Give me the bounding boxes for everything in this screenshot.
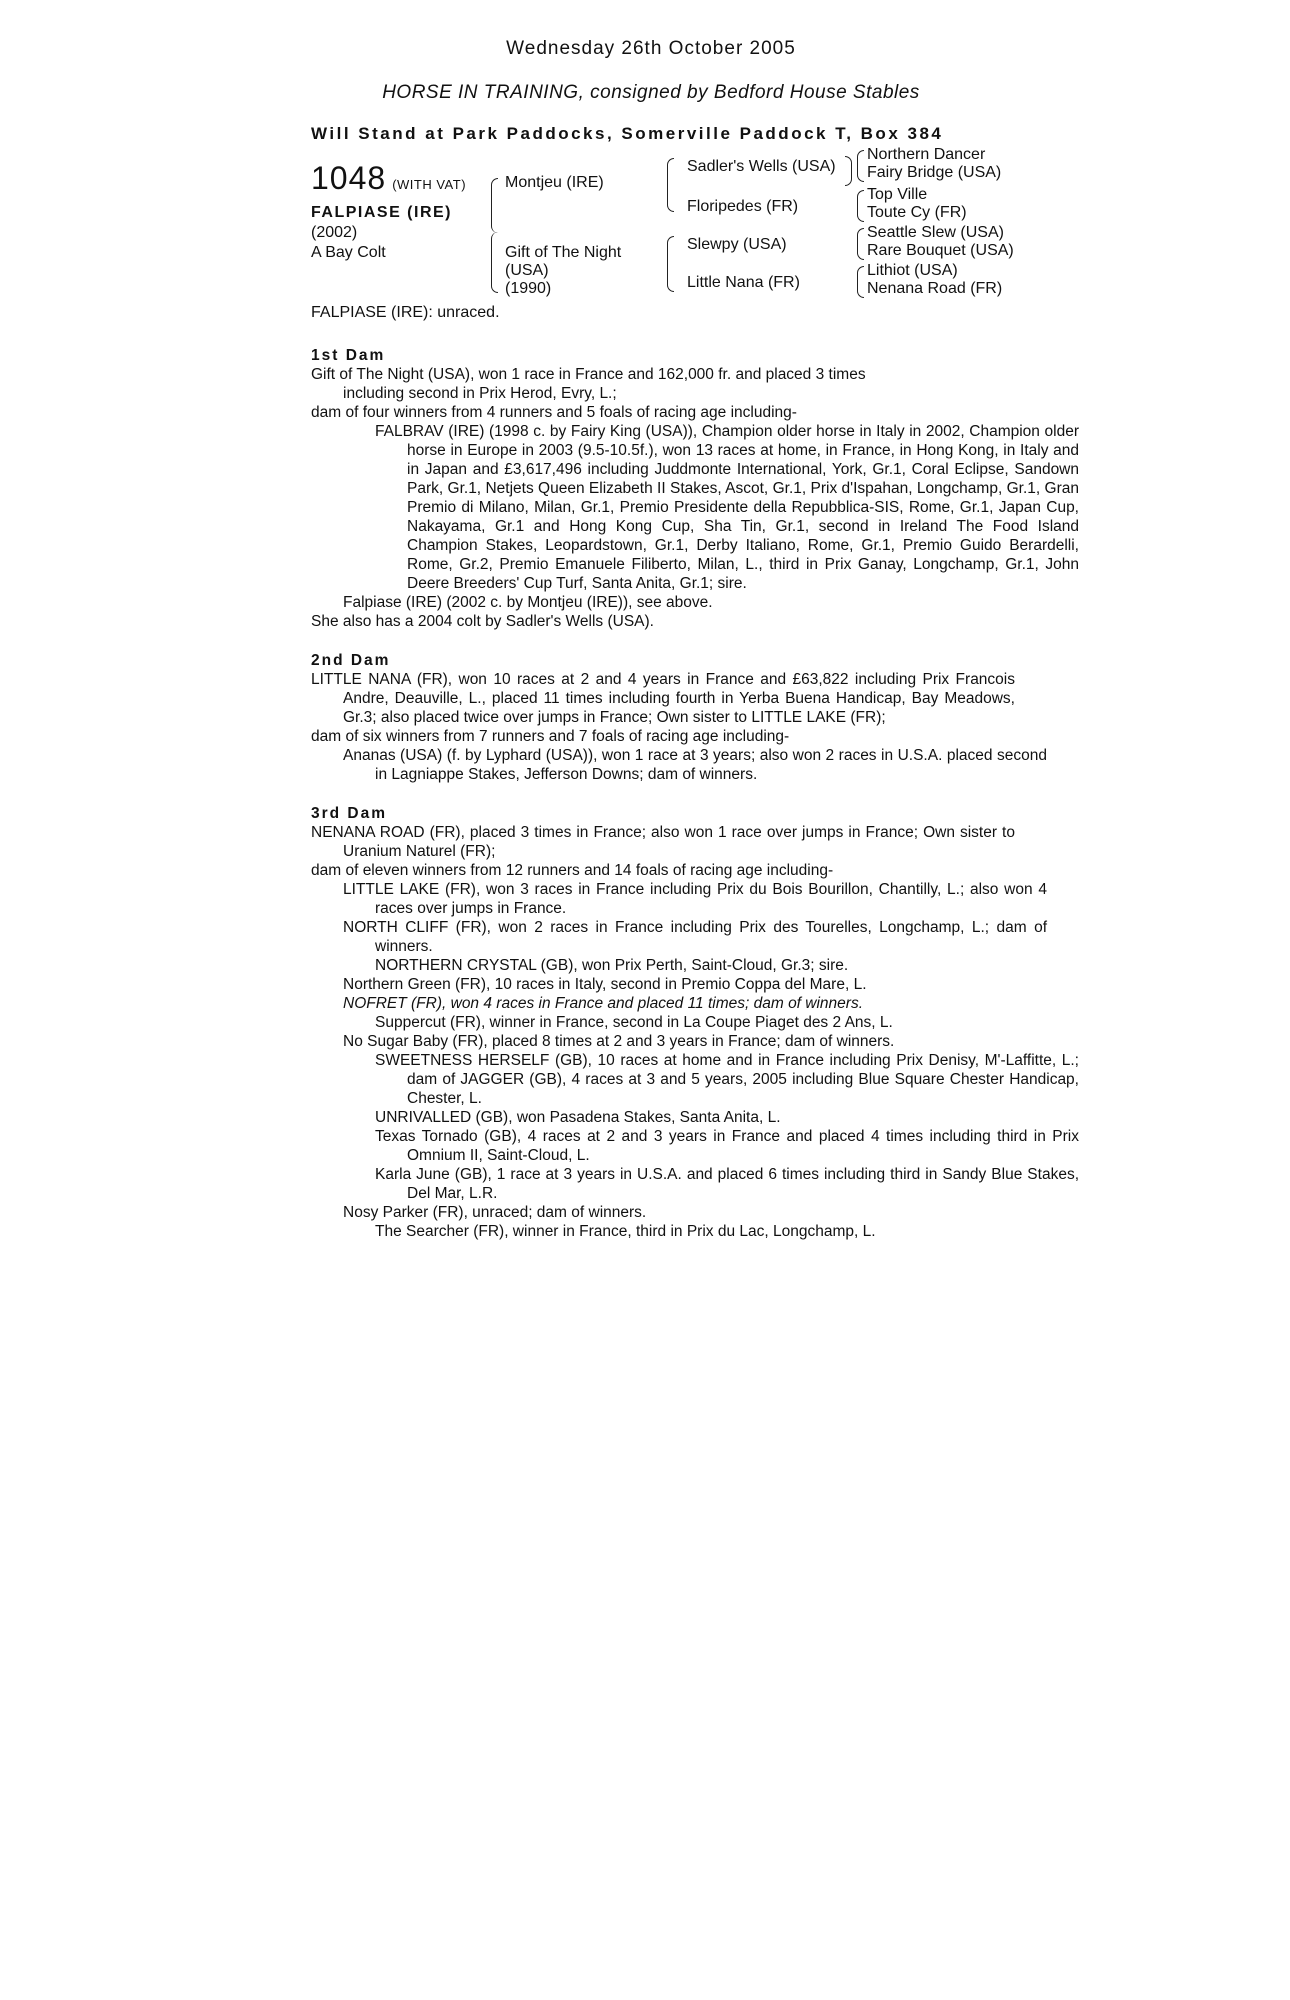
sale-date: Wednesday 26th October 2005 <box>506 38 796 59</box>
ancestor-1: Northern Dancer <box>867 146 986 163</box>
third-dam-record: NENANA ROAD (FR), placed 3 times in France; also won 1 race over jumps in France; Own sister to Uranium Naturel (FR); <box>311 824 1015 860</box>
catalogue-page <box>311 38 1079 1241</box>
catalogue-body <box>311 346 1079 1241</box>
sire: Montjeu (IRE) <box>505 174 604 191</box>
dam-dam: Little Nana (FR) <box>687 274 800 291</box>
produce-the-searcher: The Searcher (FR), winner in France, third in Prix du Lac, Longchamp, L. <box>375 1223 876 1240</box>
produce-nosy-parker: Nosy Parker (FR), unraced; dam of winners. <box>343 1204 647 1221</box>
consignment-line: HORSE IN TRAINING, consigned by Bedford House Stables <box>382 82 920 103</box>
brace-g-right <box>845 156 852 186</box>
second-dam-produce: dam of six winners from 7 runners and 7 foals of racing age including- <box>311 728 790 745</box>
pedigree-table <box>311 146 1031 326</box>
third-dam-heading: 3rd Dam <box>311 805 388 822</box>
race-record: FALPIASE (IRE): unraced. <box>311 304 500 321</box>
produce-texas-tornado: Texas Tornado (GB), 4 races at 2 and 3 years in France and placed 4 times including third in Prix Omnium II, Saint-Cloud, L. <box>375 1128 1079 1164</box>
produce-little-lake: LITTLE LAKE (FR), won 3 races in France including Prix du Bois Bourillon, Chantilly, L.; also won 4 races over jumps in France. <box>343 881 1047 917</box>
produce-unrivalled: UNRIVALLED (GB), won Pasadena Stakes, Santa Anita, L. <box>375 1109 781 1126</box>
brace-g2 <box>857 190 864 222</box>
vat-note: (WITH VAT) <box>392 177 467 192</box>
produce-ananas: Ananas (USA) (f. by Lyphard (USA)), won 1 race at 3 years; also won 2 races in U.S.A. placed second in Lagniappe Stakes, Jefferson Downs; dam of winners. <box>343 747 1047 783</box>
produce-north-cliff: NORTH CLIFF (FR), won 2 races in France including Prix des Tourelles, Longchamp, L.; dam of winners. <box>343 919 1047 955</box>
first-dam-heading: 1st Dam <box>311 347 386 364</box>
ancestor-8: Nenana Road (FR) <box>867 280 1003 297</box>
produce-northern-green: Northern Green (FR), 10 races in Italy, second in Premio Coppa del Mare, L. <box>343 976 867 993</box>
ancestor-2: Fairy Bridge (USA) <box>867 164 1002 181</box>
ancestor-7: Lithiot (USA) <box>867 262 958 279</box>
lot-number: 1048 (WITH VAT) <box>311 160 467 196</box>
first-dam-produce: dam of four winners from 4 runners and 5 foals of racing age including- <box>311 404 797 421</box>
first-dam-note: She also has a 2004 colt by Sadler's Wells (USA). <box>311 613 654 630</box>
brace-g3 <box>857 228 864 260</box>
dam-sire: Slewpy (USA) <box>687 236 787 253</box>
dam-line-2: (USA) <box>505 262 549 279</box>
produce-northern-crystal: NORTHERN CRYSTAL (GB), won Prix Perth, Saint-Cloud, Gr.3; sire. <box>375 957 849 974</box>
produce-nofret: NOFRET (FR), won 4 races in France and placed 11 times; dam of winners. <box>343 995 864 1012</box>
first-dam-line-2: including second in Prix Herod, Evry, L.; <box>343 385 617 402</box>
produce-suppercut: Suppercut (FR), winner in France, second in La Coupe Piaget des 2 Ans, L. <box>375 1014 893 1031</box>
brace-g1 <box>857 150 864 182</box>
brace-dam <box>491 232 498 293</box>
first-dam-line-1: Gift of The Night (USA), won 1 race in France and 162,000 fr. and placed 3 times <box>311 366 866 383</box>
produce-sweetness-herself: SWEETNESS HERSELF (GB), 10 races at home and in France including Prix Denisy, M'-Laffitte, L.; dam of JAGGER (GB), 4 races at 3 and 5 years, 2005 including Blue Square Chester Handicap, Chester, L. <box>375 1052 1079 1107</box>
ancestor-4: Toute Cy (FR) <box>867 204 967 221</box>
brace-sire-line <box>667 158 674 212</box>
ancestor-6: Rare Bouquet (USA) <box>867 242 1014 259</box>
brace-sire <box>491 178 498 233</box>
stand-location: Will Stand at Park Paddocks, Somerville Paddock T, Box 384 <box>311 124 944 143</box>
second-dam-heading: 2nd Dam <box>311 652 391 669</box>
horse-year: (2002) <box>311 224 358 241</box>
second-dam-record: LITTLE NANA (FR), won 10 races at 2 and 4 years in France and £63,822 including Prix Francois Andre, Deauville, L., placed 11 times including fourth in Yerba Buena Handicap, Bay Meadows, Gr.3; also placed twice over jumps in France; Own sister to LITTLE LAKE (FR); <box>311 671 1015 726</box>
produce-falpiase: Falpiase (IRE) (2002 c. by Montjeu (IRE)), see above. <box>343 594 713 611</box>
ancestor-5: Seattle Slew (USA) <box>867 224 1004 241</box>
sire-dam: Floripedes (FR) <box>687 198 799 215</box>
brace-dam-line <box>667 236 674 292</box>
horse-description: A Bay Colt <box>311 244 386 261</box>
produce-falbrav: FALBRAV (IRE) (1998 c. by Fairy King (USA)), Champion older horse in Italy in 2002, Champion older horse in Europe in 2003 (9.5-10.5f.), won 13 races at home, in France, in Hong Kong, in Italy and in Japan and £3,617,496 including Juddmonte International, York, Gr.1, Coral Eclipse, Sandown Park, Gr.1, Netjets Queen Elizabeth II Stakes, Ascot, Gr.1, Prix d'Ispahan, Longchamp, Gr.1, Gran Premio di Milano, Milan, Gr.1, Premio Presidente della Repubblica-SIS, Rome, Gr.1, Japan Cup, Nakayama, Gr.1 and Hong Kong Cup, Sha Tin, Gr.1, second in Ireland The Food Island Champion Stakes, Leopardstown, Gr.1, Derby Italiano, Rome, Gr.1, Premio Guido Berardelli, Rome, Gr.2, Premio Emanuele Filiberto, Milan, L., third in Prix Ganay, Longchamp, Gr.1, John Deere Breeders' Cup Turf, Santa Anita, Gr.1; sire. <box>375 423 1079 592</box>
ancestor-3: Top Ville <box>867 186 928 203</box>
produce-karla-june: Karla June (GB), 1 race at 3 years in U.S.A. and placed 6 times including third in Sandy Blue Stakes, Del Mar, L.R. <box>375 1166 1079 1202</box>
horse-name: FALPIASE (IRE) <box>311 204 453 221</box>
brace-g4 <box>857 266 864 298</box>
dam-line-3: (1990) <box>505 280 552 297</box>
sire-sire: Sadler's Wells (USA) <box>687 158 836 175</box>
produce-no-sugar-baby: No Sugar Baby (FR), placed 8 times at 2 and 3 years in France; dam of winners. <box>343 1033 895 1050</box>
dam-line-1: Gift of The Night <box>505 244 622 261</box>
third-dam-produce: dam of eleven winners from 12 runners and 14 foals of racing age including- <box>311 862 834 879</box>
